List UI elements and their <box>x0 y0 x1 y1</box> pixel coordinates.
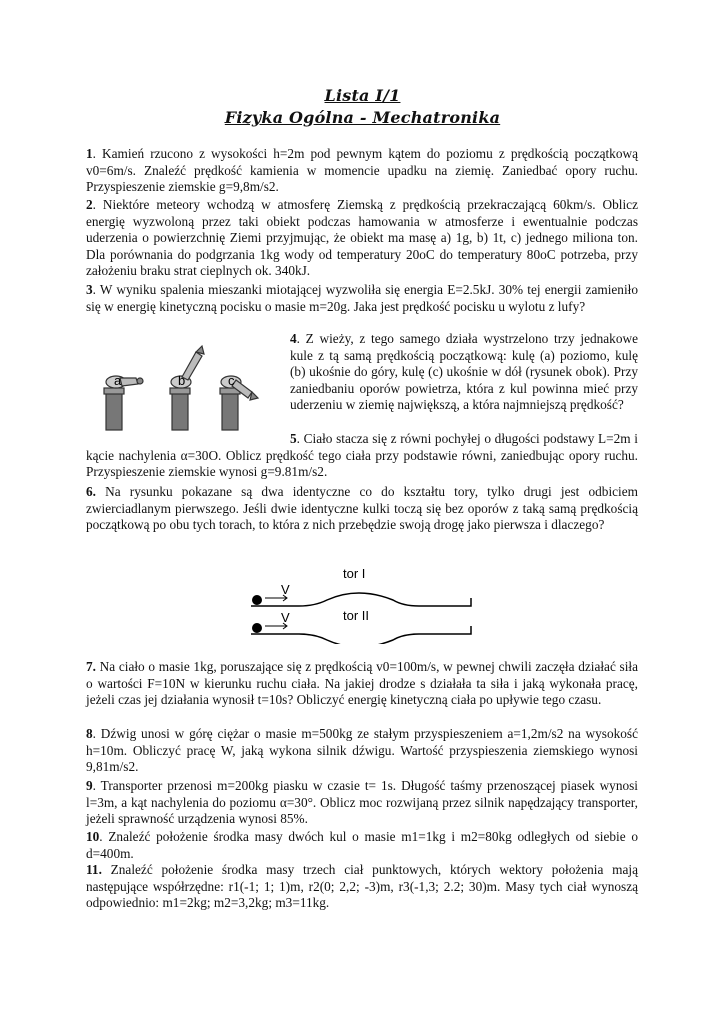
problem-2 <box>86 197 638 280</box>
problem-number: 6. <box>86 484 96 499</box>
problem-number: 9 <box>86 778 93 793</box>
problem-number: 10 <box>86 829 100 844</box>
problem-number: 5 <box>290 431 297 446</box>
problem-text: . Dźwig unosi w górę ciężar o masie m=500kg ze stałym przyspieszeniem a=1,2m/s2 na wysokość h=10m. Obliczyć pracę W, jaką wykona silnik dźwigu. Wartość przyspieszenia ziemskiego wynosi 9,81m/s2. <box>86 726 638 775</box>
problem-6 <box>86 484 638 534</box>
problem-number: 11. <box>86 862 102 877</box>
page-subtitle: Fizyka Ogólna - Mechatronika <box>224 108 501 127</box>
cannon-label-c: c <box>228 373 235 388</box>
problem-text: . Z wieży, z tego samego działa wystrzelono trzy jednakowe kule z tą samą prędkością początkową: kulę (a) poziomo, kulę (b) ukośnie do góry, kulę (c) ukośnie w dół (rysunek obok). Przy zaniedbaniu oporów powietrza, która z kul powinna mieć przy uderzeniu w ziemię największą, a która najmniejszą prędkość? <box>290 331 638 413</box>
tower-c <box>220 373 258 430</box>
cannon-label-a: a <box>114 373 122 388</box>
problem-4 <box>290 331 638 414</box>
problem-11 <box>86 862 638 912</box>
velocity-arrow-1 <box>265 595 287 601</box>
tracks-figure <box>243 562 483 644</box>
page-title: Lista I/1 <box>324 86 401 105</box>
problem-number: 3 <box>86 282 93 297</box>
velocity-label-1: V <box>281 582 290 597</box>
velocity-label-2: V <box>281 610 290 625</box>
tower-b <box>170 346 204 430</box>
problem-number: 2 <box>86 197 93 212</box>
velocity-arrow-2 <box>265 623 287 629</box>
tower-a <box>104 373 143 430</box>
problem-text: . Niektóre meteory wchodzą w atmosferę Ziemską z prędkością przekraczającą 60km/s. Oblicz energię wyzwoloną przez taki obiekt podczas hamowania w atmosferze i ewentualnie podczas uderzenia o powierzchnię Ziemi przyjmując, że obiekt ma masę a) 1g, b) 1t, c) jednego miliona ton. Dla porównania do podgrzania 1kg wody od temperatury 20oC do temperatury 80oC potrzeba, przy założeniu braku strat cieplnych ok. 340kJ. <box>86 197 638 279</box>
problem-number: 7. <box>86 659 96 674</box>
problem-number: 8 <box>86 726 93 741</box>
problem-text: Znaleźć położenie środka masy trzech ciał punktowych, których wektory położenia mają następujące współrzędne: r1(-1; 1; 1)m, r2(0; 2,2; -3)m, r3(-1,3; 2.2; 30)m. Masy tych ciał wynoszą odpowiednio: m1=2kg; m2=3,2kg; m3=11kg. <box>86 862 638 911</box>
cannon-label-b: b <box>178 373 186 388</box>
problem-10 <box>86 829 638 862</box>
track-1-label: tor I <box>343 566 366 581</box>
cannon-towers-figure <box>92 344 282 432</box>
ball-track-1 <box>252 595 262 605</box>
problem-7 <box>86 659 638 709</box>
problem-8 <box>86 726 638 776</box>
ball-track-2 <box>252 623 262 633</box>
problem-number: 1 <box>86 146 93 161</box>
problem-number: 4 <box>290 331 297 346</box>
problem-1 <box>86 146 638 196</box>
problem-text: Na rysunku pokazane są dwa identyczne co do kształtu tory, tylko drugi jest odbiciem zwierciadlanym pierwszego. Jeśli dwie identyczne kulki toczą się bez oporów z taką samą prędkością początkową po obu tych torach, to która z nich przebędzie swoją drogę jako pierwsza i dlaczego? <box>86 484 638 533</box>
problem-text: . Kamień rzucono z wysokości h=2m pod pewnym kątem do poziomu z prędkością początkową v0=6m/s. Znaleźć prędkość kamienia w momencie upadku na ziemię. Zaniedbać opory ruchu. Przyspieszenie ziemskie g=9,8m/s2. <box>86 146 638 195</box>
problem-text: . W wyniku spalenia mieszanki miotającej wyzwoliła się energia E=2.5kJ. 30% tej energii zamieniło się w energię kinetyczną pocisku o masie m=20g. Jaka jest prędkość pocisku u wylotu z lufy? <box>86 282 638 314</box>
problem-3 <box>86 282 638 315</box>
problem-text: . Transporter przenosi m=200kg piasku w czasie t= 1s. Długość taśmy przenoszącej piasek wynosi l=3m, a kąt nachylenia do poziomu α=30°. Oblicz moc rozwijaną przez silnik napędzający transporter, jeżeli sprawność urządzenia wynosi 85%. <box>86 778 638 827</box>
problem-5 <box>86 431 638 481</box>
track-2-label: tor II <box>343 608 370 623</box>
problem-text: . Ciało stacza się z równi pochyłej o długości podstawy L=2m i kącie nachylenia α=30O. Oblicz prędkość tego ciała przy podstawie równi, zaniedbując opory ruchu. Przyspieszenie ziemskie wynosi g=9.81m/s2. <box>86 431 638 480</box>
problem-text: Na ciało o masie 1kg, poruszające się z prędkością v0=100m/s, w pewnej chwili zaczęła działać siła o wartości F=10N w kierunku ruchu ciała. Na jakiej drodze s działała ta siła i jaką wykonała pracę, jeżeli czas jej działania wynosił t=10s? Obliczyć energię kinetyczną ciała po upływie tego czasu. <box>86 659 638 708</box>
problem-text: . Znaleźć położenie środka masy dwóch kul o masie m1=1kg i m2=80kg odległych od siebie o d=400m. <box>86 829 638 861</box>
problem-9 <box>86 778 638 828</box>
